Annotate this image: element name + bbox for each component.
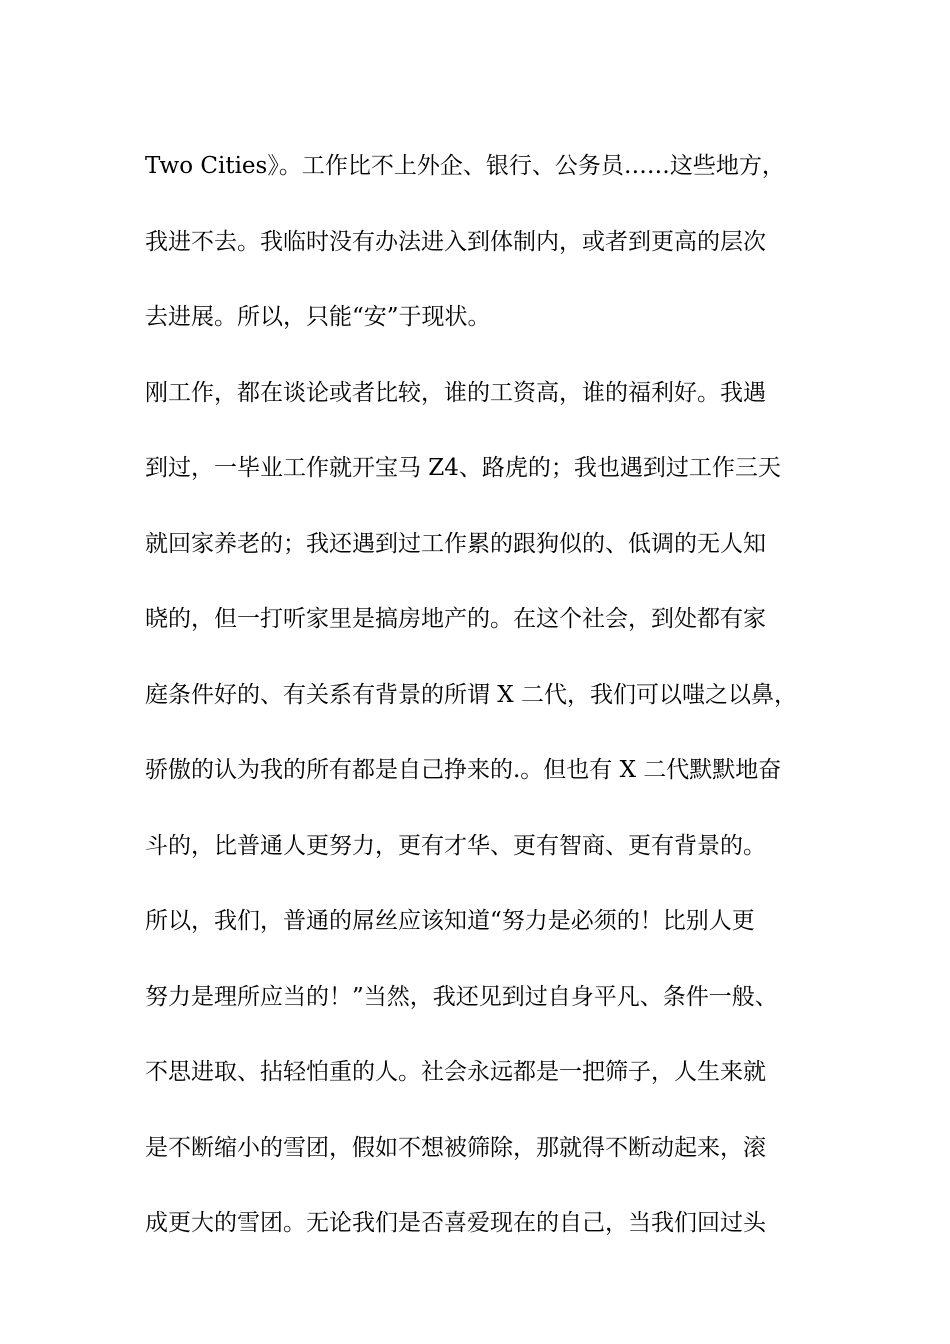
text-line: 到过，一毕业工作就开宝马 Z4、路虎的；我也遇到过工作三天 [145,455,781,481]
body-text [145,129,845,1262]
text-line: 所以，我们，普通的屌丝应该知道“努力是必须的！比别人更 [145,908,755,934]
text-line: 去进展。所以，只能“安”于现状。 [145,304,491,330]
text-line: 就回家养老的；我还遇到过工作累的跟狗似的、低调的无人知 [145,530,766,557]
text-line: Two Cities》。工作比不上外企、银行、公务员……这些地方， [145,153,785,179]
text-line: 庭条件好的、有关系有背景的所谓 X 二代，我们可以嗤之以鼻， [145,681,797,708]
text-line: 是不断缩小的雪团，假如不想被筛除，那就得不断动起来，滚 [145,1134,766,1161]
text-line: 斗的，比普通人更努力，更有才华、更有智商、更有背景的。 [145,832,766,859]
text-line: 不思进取、拈轻怕重的人。社会永远都是一把筛子，人生来就 [145,1059,766,1085]
text-line: 晓的，但一打听家里是搞房地产的。在这个社会，到处都有家 [145,606,766,632]
text-line: 成更大的雪团。无论我们是否喜爱现在的自己，当我们回过头 [145,1210,766,1236]
text-line: 我进不去。我临时没有办法进入到体制内，或者到更高的层次 [145,228,766,255]
text-line: 努力是理所应当的！”当然，我还见到过自身平凡、条件一般、 [145,983,778,1010]
text-line: 刚工作，都在谈论或者比较，谁的工资高，谁的福利好。我遇 [145,379,766,406]
text-line: 骄傲的认为我的所有都是自己挣来的.。但也有 X 二代默默地奋 [145,757,782,783]
